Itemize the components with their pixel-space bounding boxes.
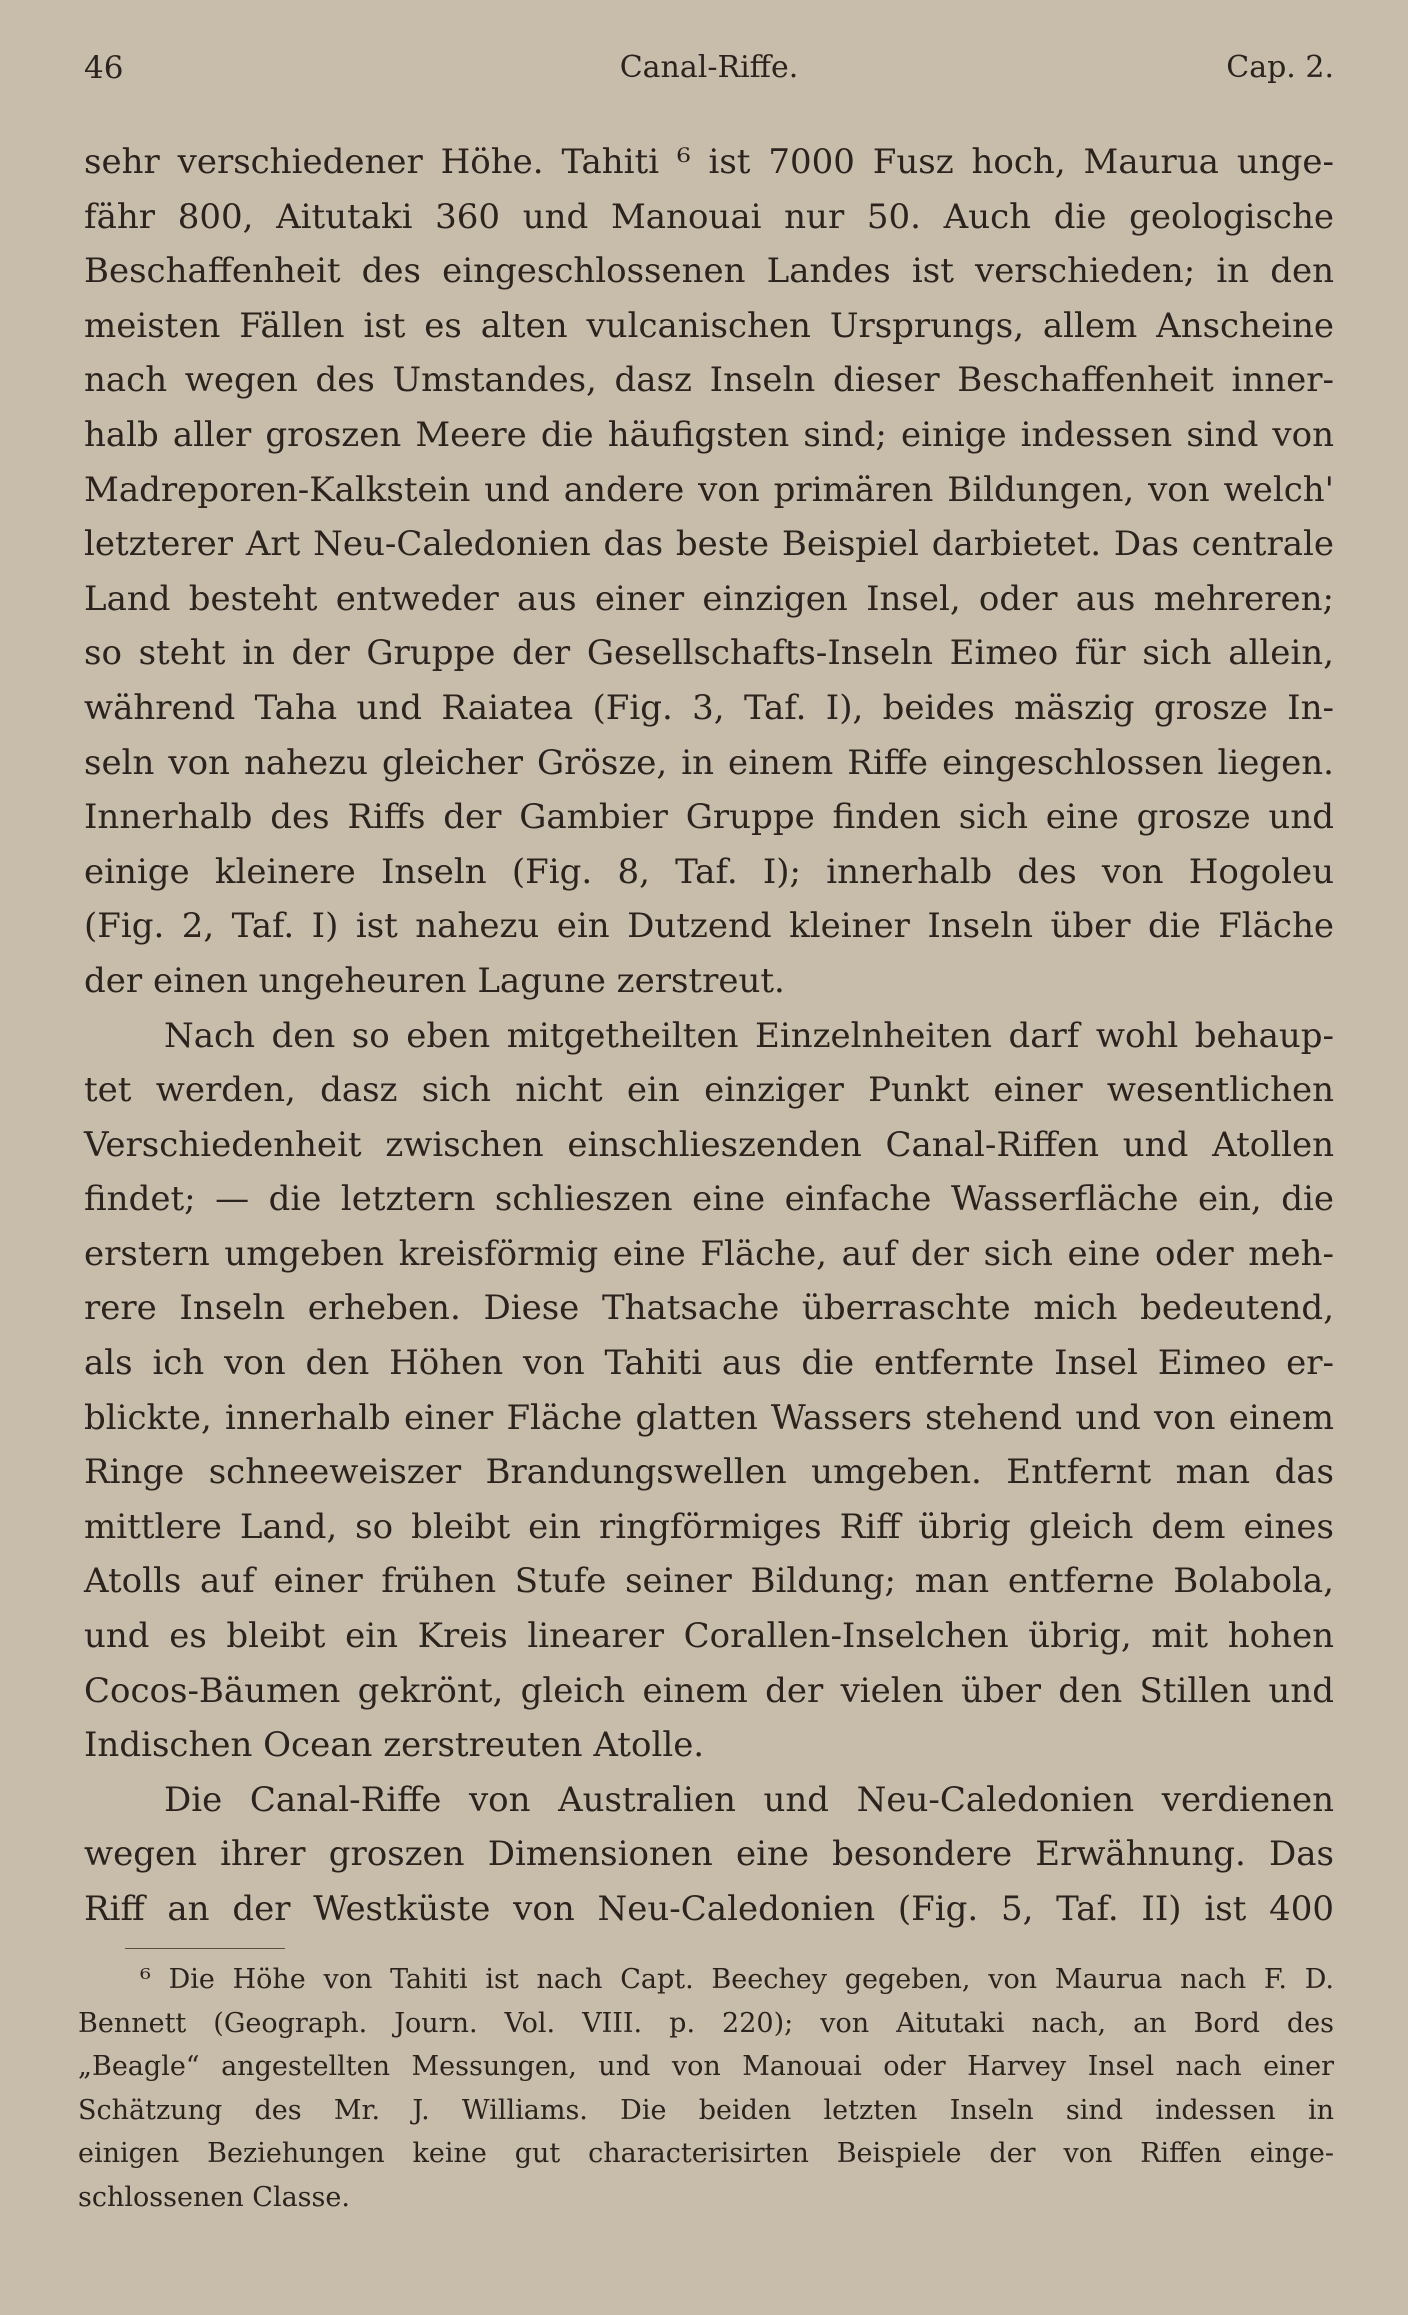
- text-line: fähr 800, Aitutaki 360 und Manouai nur 50. Auch die geologische: [84, 196, 1334, 237]
- text-line: blickte, innerhalb einer Fläche glatten Wassers stehend und von einem: [84, 1397, 1334, 1438]
- text-line: letzterer Art Neu-Caledonien das beste Beispiel darbietet. Das centrale: [84, 524, 1334, 565]
- body-text: [84, 135, 1334, 1937]
- text-line: meisten Fällen ist es alten vulcanischen Ursprungs, allem Anscheine: [84, 305, 1334, 346]
- text-line: Verschiedenheit zwischen einschlieszenden Canal-Riffen und Atollen: [84, 1124, 1334, 1165]
- page-number: 46: [84, 50, 124, 86]
- footnote-line: „Beagle“ angestellten Messungen, und von Manouai oder Harvey Insel nach einer: [78, 2051, 1334, 2082]
- text-line: Cocos-Bäumen gekrönt, gleich einem der vielen über den Stillen und: [84, 1670, 1334, 1711]
- text-line: nach wegen des Umstandes, dasz Inseln dieser Beschaffenheit inner-: [84, 360, 1334, 401]
- text-line: Die Canal-Riffe von Australien und Neu-Caledonien verdienen: [164, 1779, 1334, 1820]
- text-line: Nach den so eben mitgetheilten Einzelnheiten darf wohl behaup-: [164, 1015, 1334, 1056]
- text-line: während Taha und Raiatea (Fig. 3, Taf. I), beides mäszig grosze In-: [84, 687, 1334, 728]
- text-line: sehr verschiedener Höhe. Tahiti ⁶ ist 7000 Fusz hoch, Maurua unge-: [84, 142, 1334, 182]
- footnote-rule: [125, 1948, 285, 1949]
- text-line: Land besteht entweder aus einer einzigen Insel, oder aus mehreren;: [84, 578, 1334, 619]
- text-line: Innerhalb des Riffs der Gambier Gruppe finden sich eine grosze und: [84, 797, 1334, 838]
- text-line: als ich von den Höhen von Tahiti aus die entfernte Insel Eimeo er-: [84, 1343, 1334, 1384]
- text-line: wegen ihrer groszen Dimensionen eine besondere Erwähnung. Das: [84, 1834, 1334, 1875]
- text-line: rere Inseln erheben. Diese Thatsache überraschte mich bedeutend,: [84, 1288, 1334, 1329]
- text-line: halb aller groszen Meere die häufigsten sind; einige indessen sind von: [84, 414, 1334, 455]
- footnote-line: Bennett (Geograph. Journ. Vol. VIII. p. 220); von Aitutaki nach, an Bord des: [78, 2007, 1334, 2039]
- text-line: tet werden, dasz sich nicht ein einziger Punkt einer wesentlichen: [84, 1070, 1334, 1111]
- text-line: Madreporen-Kalkstein und andere von primären Bildungen, von welch': [84, 469, 1334, 510]
- text-line: Atolls auf einer frühen Stufe seiner Bildung; man entferne Bolabola,: [84, 1561, 1334, 1602]
- running-title: Canal-Riffe.: [619, 50, 799, 85]
- footnote-line: ⁶ Die Höhe von Tahiti ist nach Capt. Beechey gegeben, von Maurua nach F. D.: [140, 1964, 1334, 1995]
- text-line: Beschaffenheit des eingeschlossenen Landes ist verschieden; in den: [84, 251, 1334, 292]
- footnote: [78, 1958, 1334, 2219]
- text-line: findet; — die letztern schlieszen eine einfache Wasserfläche ein, die: [84, 1179, 1334, 1220]
- text-line: Indischen Ocean zerstreuten Atolle.: [84, 1725, 705, 1766]
- text-line: und es bleibt ein Kreis linearer Corallen-Inselchen übrig, mit hohen: [84, 1616, 1334, 1657]
- text-line: so steht in der Gruppe der Gesellschafts-Inseln Eimeo für sich allein,: [84, 633, 1334, 674]
- text-line: seln von nahezu gleicher Grösze, in einem Riffe eingeschlossen liegen.: [84, 742, 1334, 783]
- text-line: einige kleinere Inseln (Fig. 8, Taf. I); innerhalb des von Hogoleu: [84, 851, 1334, 892]
- text-line: (Fig. 2, Taf. I) ist nahezu ein Dutzend kleiner Inseln über die Fläche: [84, 906, 1334, 947]
- text-line: mittlere Land, so bleibt ein ringförmiges Riff übrig gleich dem eines: [84, 1506, 1334, 1547]
- text-line: der einen ungeheuren Lagune zerstreut.: [84, 960, 785, 1001]
- text-line: erstern umgeben kreisförmig eine Fläche, auf der sich eine oder meh-: [84, 1233, 1334, 1274]
- chapter-label: Cap. 2.: [1226, 50, 1334, 85]
- footnote-line: schlossenen Classe.: [78, 2181, 350, 2213]
- running-header: [84, 50, 1334, 100]
- footnote-line: Schätzung des Mr. J. Williams. Die beiden letzten Inseln sind indessen in: [78, 2094, 1334, 2126]
- text-line: Ringe schneeweiszer Brandungswellen umgeben. Entfernt man das: [84, 1452, 1334, 1493]
- footnote-line: einigen Beziehungen keine gut characterisirten Beispiele der von Riffen einge-: [78, 2138, 1334, 2169]
- text-line: Riff an der Westküste von Neu-Caledonien (Fig. 5, Taf. II) ist 400: [84, 1889, 1334, 1929]
